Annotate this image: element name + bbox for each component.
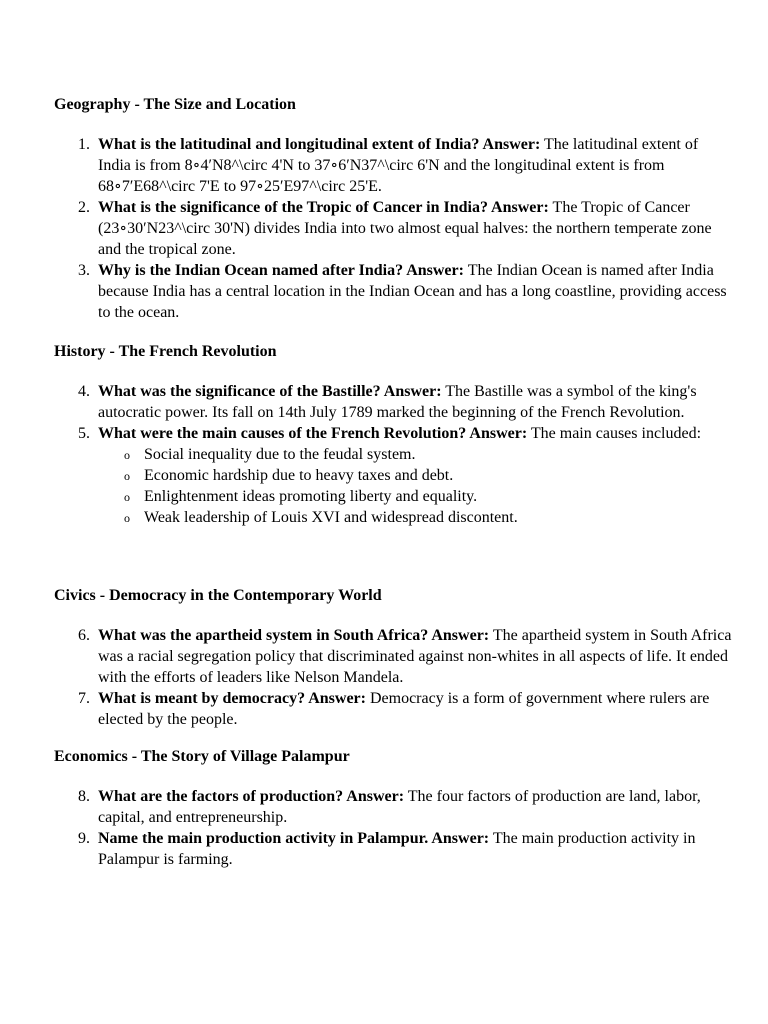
question-number: 8.: [78, 788, 90, 805]
question-item: [54, 381, 734, 423]
question-list: [54, 786, 734, 870]
cause-item: [124, 465, 734, 486]
cause-text: Economic hardship due to heavy taxes and debt.: [144, 467, 454, 484]
question-number: 4.: [78, 383, 90, 400]
cause-item: [124, 444, 734, 465]
cause-list: [98, 444, 734, 528]
answer-text: The main causes included:: [530, 425, 702, 442]
question-item: [54, 828, 734, 870]
answer-text: The apartheid system in South Africa was a racial segregation policy that discriminated against non-whites in all aspects of life. It ended with the efforts of leaders like Nelson Mandela.: [98, 627, 732, 686]
bullet-icon: o: [124, 511, 130, 525]
question-number: 2.: [78, 199, 90, 216]
question-item: [54, 197, 734, 260]
question-number: 6.: [78, 627, 90, 644]
section-history: [54, 341, 734, 528]
question-number: 9.: [78, 830, 90, 847]
answer-text: The Bastille was a symbol of the king's autocratic power. Its fall on 14th July 1789 marked the beginning of the French Revolution.: [98, 383, 697, 421]
bullet-icon: o: [124, 490, 130, 504]
question-list: [54, 381, 734, 528]
cause-text: Weak leadership of Louis XVI and widespread discontent.: [144, 509, 518, 526]
question-text: What were the main causes of the French Revolution? Answer:: [98, 425, 528, 442]
question-text: Why is the Indian Ocean named after India? Answer:: [98, 262, 464, 279]
question-item: [54, 786, 734, 828]
question-text: What are the factors of production? Answer:: [98, 788, 405, 805]
answer-text: The Tropic of Cancer (23∘30′N23^\circ 30'N) divides India into two almost equal halves: the northern temperate zone and the tropical zone.: [98, 199, 712, 258]
answer-text: The four factors of production are land, labor, capital, and entrepreneurship.: [98, 788, 701, 826]
answer-text: The Indian Ocean is named after India because India has a central location in the Indian Ocean and has a long coastline, providing access to the ocean.: [98, 262, 727, 321]
section-civics: [54, 585, 734, 730]
question-list: [54, 134, 734, 323]
answer-text: Democracy is a form of government where rulers are elected by the people.: [98, 690, 710, 728]
cause-text: Social inequality due to the feudal system.: [144, 446, 416, 463]
question-item: [54, 134, 734, 197]
cause-item: [124, 486, 734, 507]
question-item: [54, 423, 734, 528]
section-heading: History - The French Revolution: [54, 343, 277, 360]
question-text: What is meant by democracy? Answer:: [98, 690, 366, 707]
cause-item: [124, 507, 734, 528]
answer-text: The latitudinal extent of India is from 8∘4′N8^\circ 4'N to 37∘6′N37^\circ 6'N and the longitudinal extent is from 68∘7′E68^\circ 7'E to 97∘25′E97^\circ 25'E.: [98, 136, 699, 195]
answer-text: The main production activity in Palampur is farming.: [98, 830, 696, 868]
question-item: [54, 625, 734, 688]
section-heading: Civics - Democracy in the Contemporary World: [54, 587, 382, 604]
section-geography: [54, 94, 734, 323]
bullet-icon: o: [124, 448, 130, 462]
section-economics: [54, 746, 734, 870]
question-number: 5.: [78, 425, 90, 442]
question-list: [54, 625, 734, 730]
question-text: What is the latitudinal and longitudinal extent of India? Answer:: [98, 136, 541, 153]
question-text: What is the significance of the Tropic of Cancer in India? Answer:: [98, 199, 549, 216]
question-item: [54, 260, 734, 323]
section-heading: Geography - The Size and Location: [54, 96, 296, 113]
cause-text: Enlightenment ideas promoting liberty and equality.: [144, 488, 478, 505]
question-item: [54, 688, 734, 730]
question-text: What was the apartheid system in South Africa? Answer:: [98, 627, 490, 644]
question-number: 1.: [78, 136, 90, 153]
question-number: 7.: [78, 690, 90, 707]
section-heading: Economics - The Story of Village Palampur: [54, 748, 350, 765]
question-text: Name the main production activity in Palampur. Answer:: [98, 830, 490, 847]
bullet-icon: o: [124, 469, 130, 483]
question-text: What was the significance of the Bastille? Answer:: [98, 383, 442, 400]
question-number: 3.: [78, 262, 90, 279]
